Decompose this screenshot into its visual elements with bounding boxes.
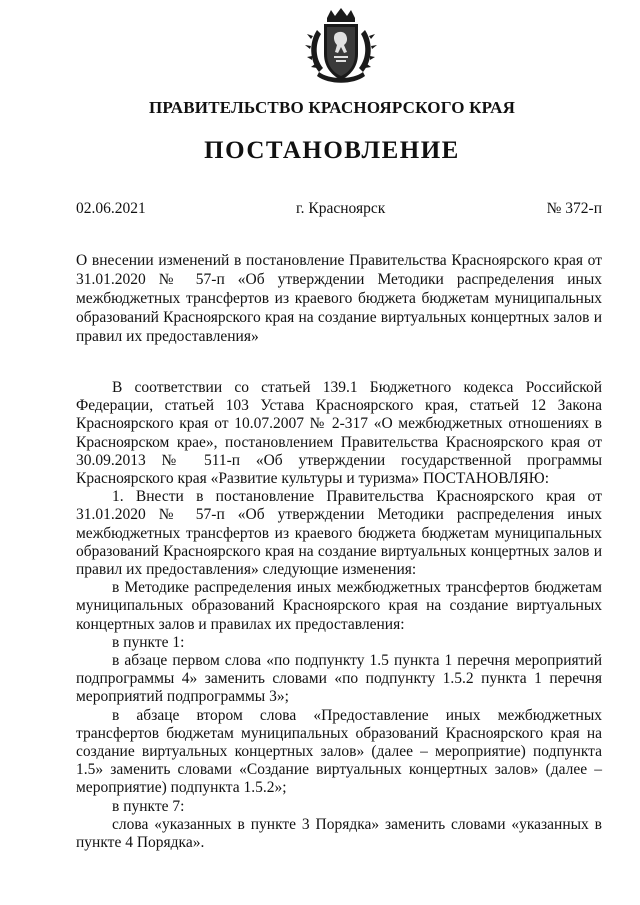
document-type-title: ПОСТАНОВЛЕНИЕ <box>204 137 460 164</box>
body-paragraph: в пункте 1: <box>112 633 185 651</box>
body-paragraph: в Методике распределения иных межбюджетных трансфертов бюджетам муниципальных образований Красноярского края на создание виртуальных концертных залов и правилах их предоставления: <box>76 579 602 633</box>
document-subject: О внесении изменений в постановление Правительства Красноярского края от 31.01.2020 № 57-п «Об утверждении Методики распределения иных межбюджетных трансфертов из краевого бюджета бюджетам муниципальных образований Красноярского края на создание виртуальных концертных залов и правил их предоставления» <box>76 252 602 345</box>
body-paragraph: в абзаце втором слова «Предоставление иных межбюджетных трансфертов бюджетам муниципальных образований Красноярского края на создание виртуальных концертных залов» (далее – мероприятие) подпункта 1.5» заменить словами «Создание виртуальных концертных залов» (далее – мероприятие) подпункта 1.5.2»; <box>76 706 602 797</box>
document-city: г. Красноярск <box>296 200 386 217</box>
body-paragraph: в абзаце первом слова «по подпункту 1.5 пункта 1 перечня мероприятий подпрограммы 4» заменить словами «по подпункту 1.5.2 пункта 1 перечня мероприятий подпрограммы 3»; <box>76 652 602 706</box>
krasnoyarsk-coat-of-arms-icon <box>303 6 379 86</box>
organization-title: ПРАВИТЕЛЬСТВО КРАСНОЯРСКОГО КРАЯ <box>148 98 516 117</box>
document-number: № 372-п <box>546 200 602 217</box>
body-paragraph: в пункте 7: <box>112 797 185 815</box>
body-paragraph: 1. Внести в постановление Правительства Красноярского края от 31.01.2020 № 57-п «Об утверждении Методики распределения иных межбюджетных трансфертов из краевого бюджета бюджетам муниципальных образований Красноярского края на создание виртуальных концертных залов и правил их предоставления» следующие изменения: <box>76 488 602 579</box>
document-body <box>76 379 602 852</box>
document-date: 02.06.2021 <box>76 200 146 217</box>
body-paragraph: В соответствии со статьей 139.1 Бюджетного кодекса Российской Федерации, статьей 103 Устава Красноярского края, статьей 12 Закона Красноярского края от 10.07.2007 № 2-317 «О межбюджетных отношениях в Красноярском крае», постановлением Правительства Красноярского края от 30.09.2013 № 511-п «Об утверждении государственной программы Красноярского края «Развитие культуры и туризма» ПОСТАНОВЛЯЮ: <box>76 379 602 488</box>
body-paragraph: слова «указанных в пункте 3 Порядка» заменить словами «указанных в пункте 4 Порядка». <box>76 815 602 852</box>
